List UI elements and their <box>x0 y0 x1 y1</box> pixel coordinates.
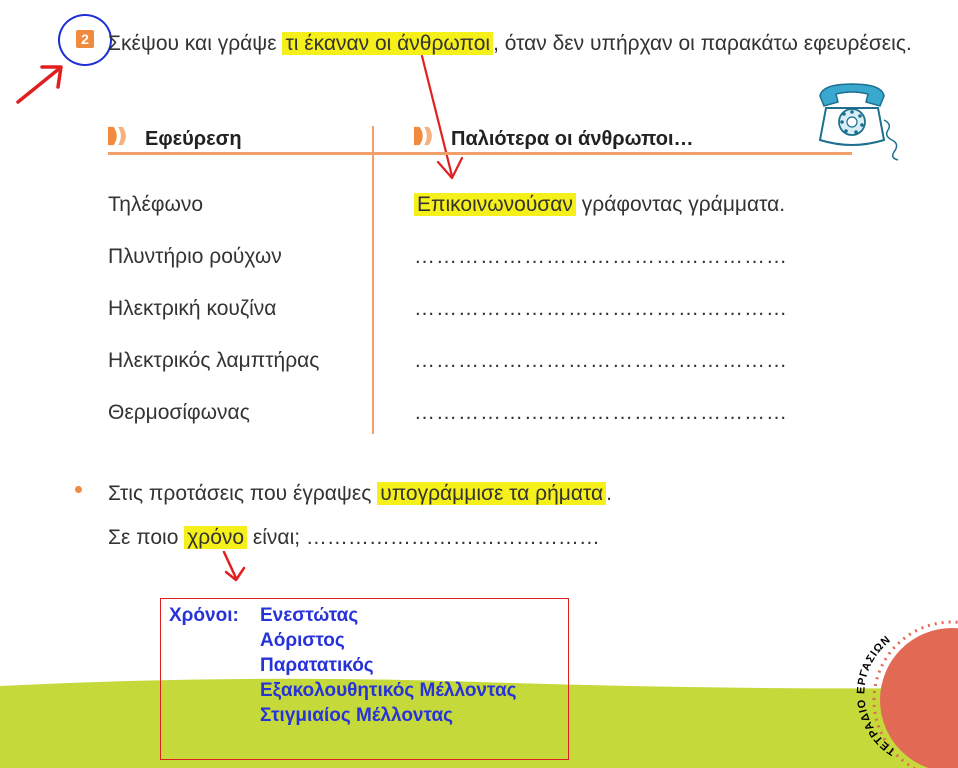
tense-item: Εξακολουθητικός Μέλλοντας <box>260 680 517 701</box>
task-text-end[interactable]: είναι; …………………………………… <box>247 526 600 549</box>
tense-item: Αόριστος <box>260 630 345 651</box>
answer-highlight: Επικοινωνούσαν <box>414 193 576 216</box>
prompt-text: Σκέψου και γράψε <box>108 32 283 55</box>
task-text: Στις προτάσεις που έγραψες <box>108 482 378 505</box>
table-row-invention: Θερμοσίφωνας <box>108 401 250 424</box>
tense-item: Ενεστώτας <box>260 605 359 626</box>
table-row-invention: Πλυντήριο ρούχων <box>108 245 282 268</box>
prompt-highlight: τι έκαναν οι άνθρωποι <box>282 32 493 55</box>
red-arrow-annotation-small <box>218 550 248 584</box>
column-header-invention: Εφεύρεση <box>145 128 242 150</box>
exercise-prompt <box>108 28 950 60</box>
task-underline-verbs <box>108 482 612 506</box>
chevron-bullet-icon <box>414 126 436 146</box>
tenses-label: Χρόνοι: <box>169 605 239 626</box>
task-which-tense <box>108 526 600 550</box>
table-column-divider <box>372 126 374 434</box>
table-header-rule <box>108 152 852 155</box>
task-text: Σε ποιο <box>108 526 185 549</box>
telephone-icon <box>812 80 904 162</box>
tenses-box <box>160 598 569 760</box>
table-row-answer <box>414 193 785 217</box>
column-header-past: Παλιότερα οι άνθρωποι… <box>451 128 694 150</box>
task-text-end: . <box>606 482 613 505</box>
prompt-text-end: , όταν δεν υπήρχαν οι παρακάτω εφευρέσεις. <box>493 32 912 55</box>
answer-blank-line[interactable]: …………………………………………… <box>414 401 788 424</box>
chevron-bullet-icon <box>108 126 130 146</box>
task-highlight: χρόνο <box>184 526 247 549</box>
workbook-stamp <box>852 600 958 768</box>
exercise-number-badge: 2 <box>76 30 94 48</box>
task-highlight: υπογράμμισε τα ρήματα <box>377 482 606 505</box>
blue-circle-annotation <box>58 14 112 66</box>
answer-text: γράφοντας γράμματα. <box>575 193 786 216</box>
red-arrow-annotation-long <box>410 52 470 184</box>
table-row-invention: Ηλεκτρική κουζίνα <box>108 297 277 320</box>
answer-blank-line[interactable]: …………………………………………… <box>414 297 788 320</box>
bullet-dot <box>75 486 82 493</box>
tense-item: Παρατατικός <box>260 655 374 676</box>
table-row-invention: Τηλέφωνο <box>108 193 204 216</box>
table-row-invention: Ηλεκτρικός λαμπτήρας <box>108 349 320 372</box>
stamp-text: ΤΕΤΡΑΔΙΟ ΕΡΓΑΣΙΩΝ <box>855 633 898 758</box>
answer-blank-line[interactable]: …………………………………………… <box>414 245 788 268</box>
answer-blank-line[interactable]: …………………………………………… <box>414 349 788 372</box>
tense-item: Στιγμιαίος Μέλλοντας <box>260 705 454 726</box>
red-arrow-annotation <box>14 60 70 108</box>
